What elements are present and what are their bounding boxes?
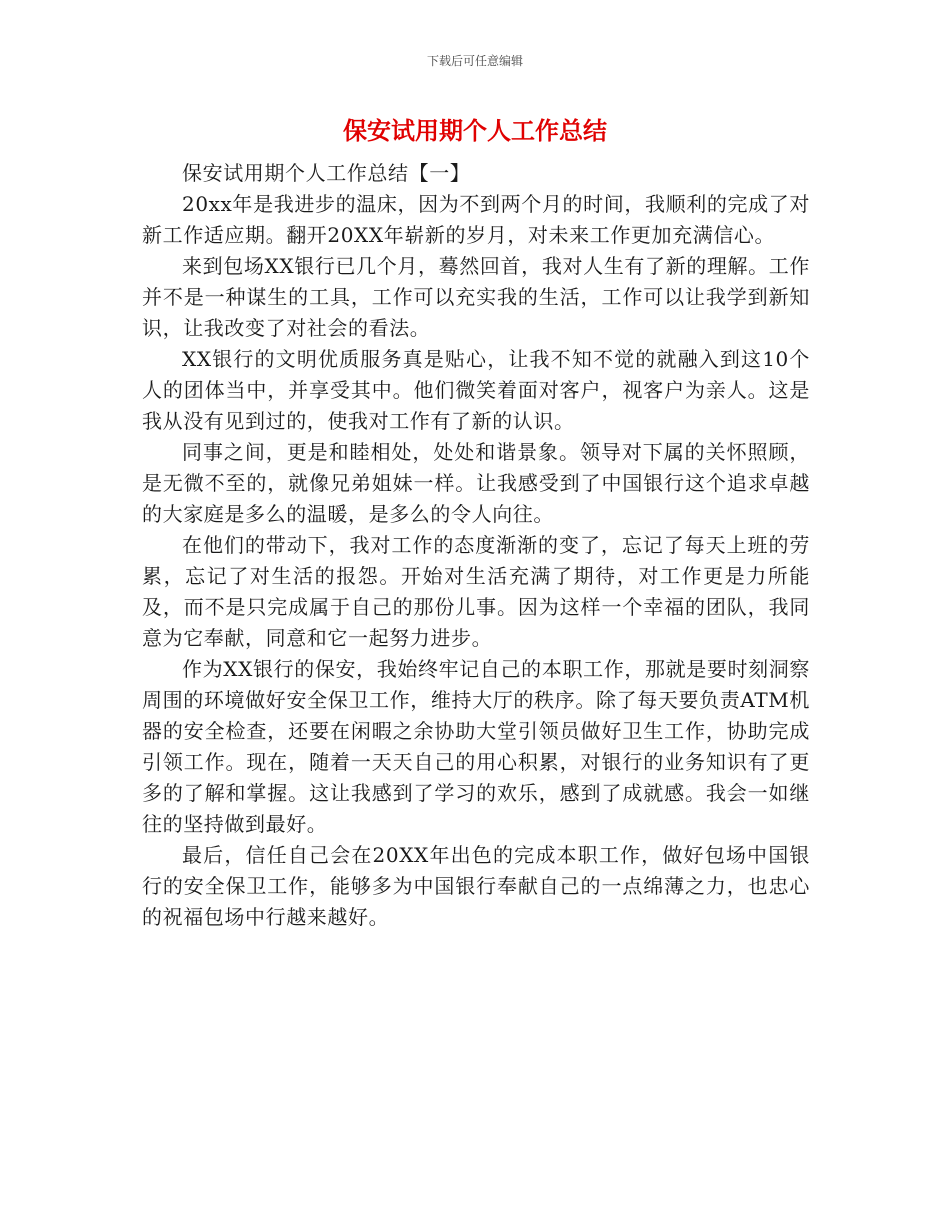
paragraph-7: 最后，信任自己会在20XX年出色的完成本职工作，做好包场中国银行的安全保卫工作，能够多为中国银行奉献自己的一点绵薄之力，也忠心的祝福包场中行越来越好。 [142,843,810,929]
header-note: 下载后可任意编辑 [426,54,523,68]
document-body [142,158,810,933]
document-title: 保安试用期个人工作总结 [343,117,607,145]
paragraph-2: 来到包场XX银行已几个月，蓦然回首，我对人生有了新的理解。工作并不是一种谋生的工具，工作可以充实我的生活，工作可以让我学到新知识，让我改变了对社会的看法。 [142,254,810,340]
paragraph-4: 同事之间，更是和睦相处，处处和谐景象。领导对下属的关怀照顾，是无微不至的，就像兄弟姐妹一样。让我感受到了中国银行这个追求卓越的大家庭是多么的温暖，是多么的令人向往。 [142,440,810,526]
paragraph-5: 在他们的带动下，我对工作的态度渐渐的变了，忘记了每天上班的劳累，忘记了对生活的报怨。开始对生活充满了期待，对工作更是力所能及，而不是只完成属于自己的那份儿事。因为这样一个幸福的团队，我同意为它奉献，同意和它一起努力进步。 [142,533,810,650]
section-subtitle: 保安试用期个人工作总结【一】 [182,161,471,185]
paragraph-6: 作为XX银行的保安，我始终牢记自己的本职工作，那就是要时刻洞察周围的环境做好安全保卫工作，维持大厅的秩序。除了每天要负责ATM机器的安全检查，还要在闲暇之余协助大堂引领员做好卫生工作，协助完成引领工作。现在，随着一天天自己的用心积累，对银行的业务知识有了更多的了解和掌握。这让我感到了学习的欢乐，感到了成就感。我会一如继往的坚持做到最好。 [142,657,810,836]
paragraph-3: XX银行的文明优质服务真是贴心，让我不知不觉的就融入到这10个人的团体当中，并享受其中。他们微笑着面对客户，视客户为亲人。这是我从没有见到过的，使我对工作有了新的认识。 [142,347,810,433]
paragraph-1: 20xx年是我进步的温床，因为不到两个月的时间，我顺利的完成了对新工作适应期。翻开20XX年崭新的岁月，对未来工作更加充满信心。 [142,192,810,247]
